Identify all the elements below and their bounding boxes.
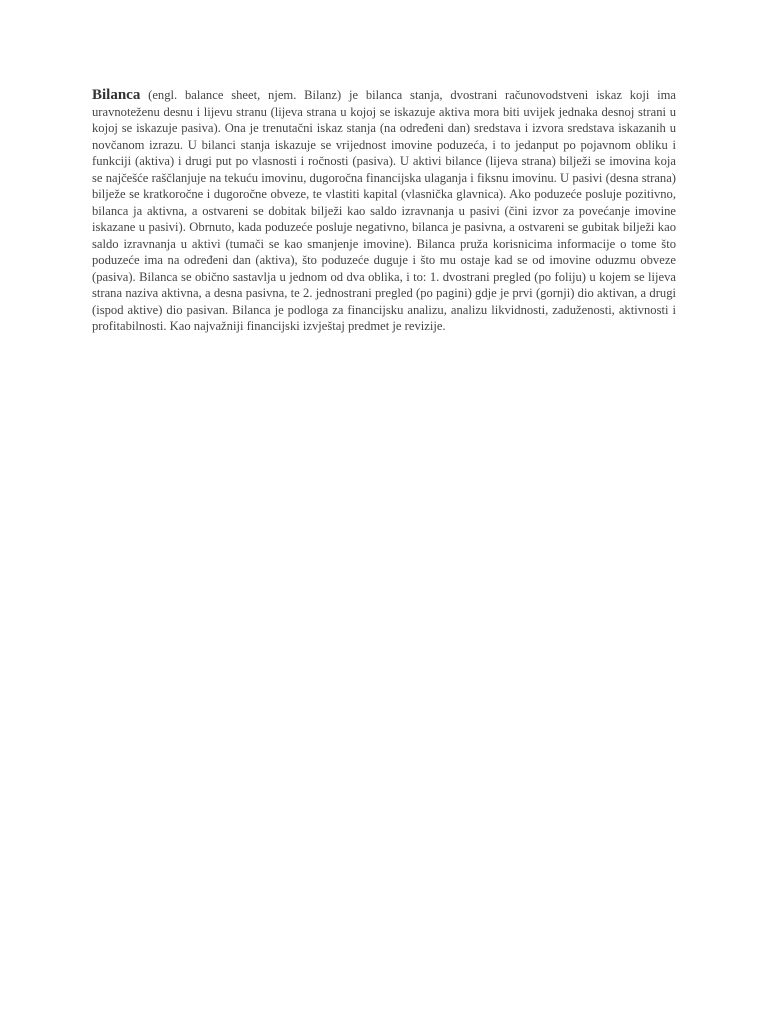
term-heading: Bilanca [92,87,141,103]
definition-paragraph [92,87,676,335]
definition-body: (engl. balance sheet, njem. Bilanz) je bilanca stanja, dvostrani računovodstveni iskaz koji ima uravnoteženu desnu i lijevu stranu (lijeva strana u kojoj se iskazuje aktiva mora biti uvijek jednaka desnoj strani u kojoj se iskazuje pasiva). Ona je trenutačni iskaz stanja (na određeni dan) sredstava i izvora sredstava iskazanih u novčanom izrazu. U bilanci stanja iskazuje se vrijednost imovine poduzeća, i to jedanput po pojavnom obliku i funkciji (aktiva) i drugi put po vlasnosti i ročnosti (pasiva). U aktivi bilance (lijeva strana) bilježi se imovina koja se najčešće raščlanjuje na tekuću imovinu, dugoročna financijska ulaganja i fiksnu imovinu. U pasivi (desna strana) bilježe se kratkoročne i dugoročne obveze, te vlastiti kapital (vlasnička glavnica). Ako poduzeće posluje pozitivno, bilanca ja aktivna, a ostvareni se dobitak bilježi kao saldo izravnanja u pasivi (čini izvor za povećanje imovine iskazane u pasivi). Obrnuto, kada poduzeće posluje negativno, bilanca je pasivna, a ostvareni se gubitak bilježi kao saldo izravnanja u aktivi (tumači se kao smanjenje imovine). Bilanca pruža korisnicima informacije o tome što poduzeće ima na određeni dan (aktiva), što poduzeće duguje i što mu ostaje kad se od imovine oduzmu obveze (pasiva). Bilanca se obično sastavlja u jednom od dva oblika, i to: 1. dvostrani pregled (po foliju) u kojem se lijeva strana naziva aktivna, a desna pasivna, te 2. jednostrani pregled (po pagini) gdje je prvi (gornji) dio aktivan, a drugi (ispod aktive) dio pasivan. Bilanca je podloga za financijsku analizu, analizu likvidnosti, zaduženosti, aktivnosti i profitabilnosti. Kao najvažniji financijski izvještaj predmet je revizije. [92,88,676,333]
